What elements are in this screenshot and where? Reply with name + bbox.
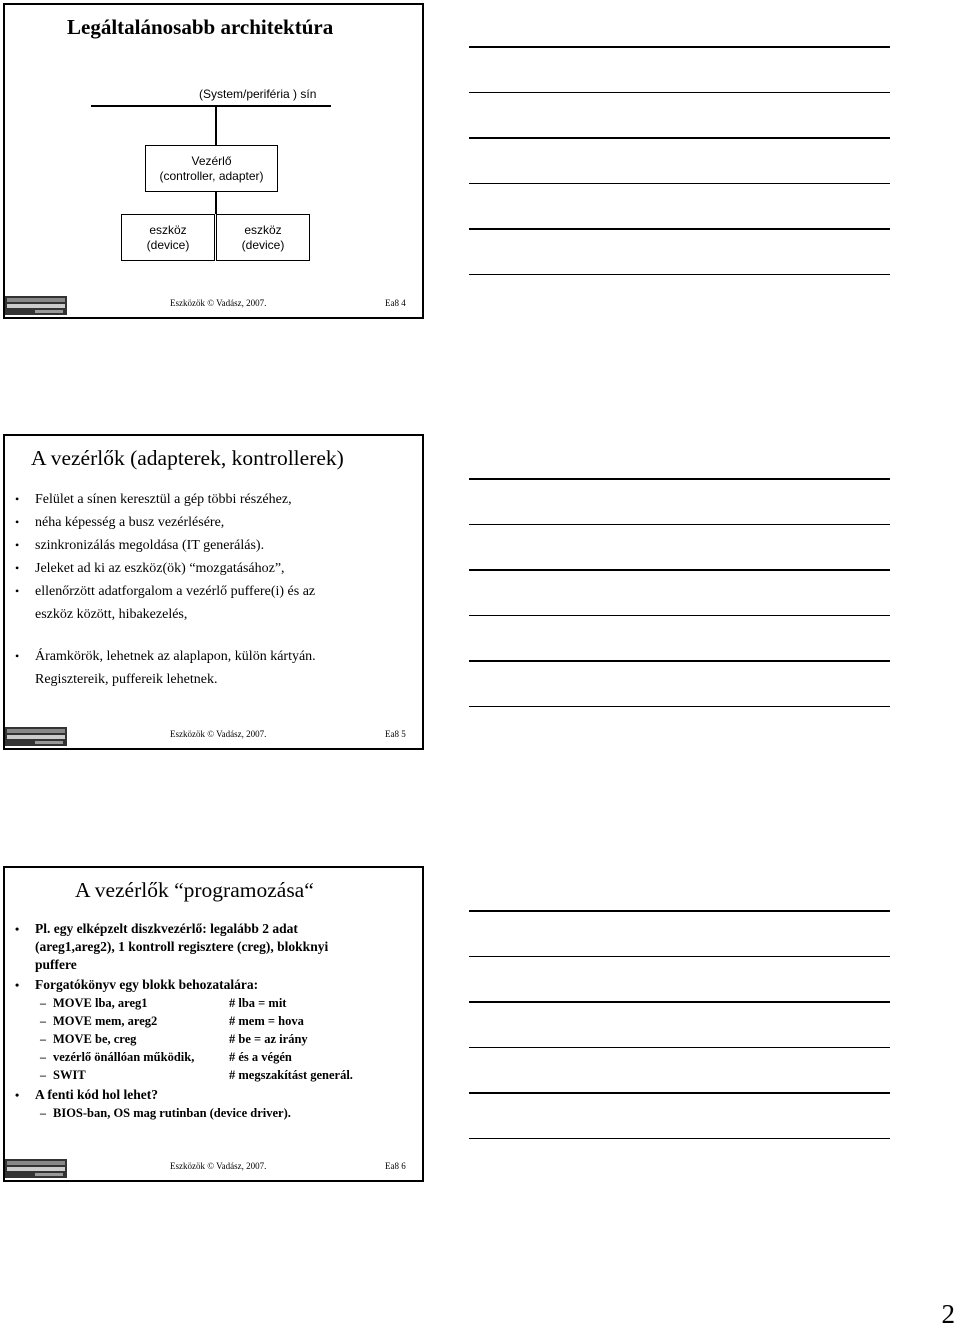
- slide-3-bullets: [5, 920, 353, 1122]
- code-line: – vezérlő önállóan működik, # és a végén: [5, 1048, 353, 1066]
- controller-line1: Vezérlő: [191, 153, 232, 168]
- device1-line2: (device): [146, 237, 190, 252]
- notes-lines-2: [469, 478, 890, 751]
- bus-label: (System/periféria ) sín: [199, 87, 317, 101]
- slide-2-footer: [5, 727, 422, 747]
- page-number: 2: [941, 1299, 955, 1329]
- slide-3: [3, 866, 424, 1182]
- list-item: puffere: [35, 957, 77, 972]
- list-item: • A fenti kód hol lehet?: [5, 1086, 353, 1104]
- list-item: (areg1,areg2), 1 kontroll regisztere (creg), blokknyi: [35, 939, 329, 954]
- slide-1: [3, 3, 424, 319]
- slide-number: Ea8 5: [385, 729, 406, 739]
- bus-line: [91, 105, 331, 107]
- slide-3-footer: [5, 1159, 422, 1179]
- device-connector: [215, 192, 217, 214]
- list-item: • Pl. egy elképzelt diszkvezérlő: legalább 2 adat: [5, 920, 353, 938]
- controller-line2: (controller, adapter): [159, 168, 264, 183]
- slide-1-footer: [5, 296, 422, 316]
- list-item: • Jeleket ad ki az eszköz(ök) “mozgatásához”,: [5, 557, 316, 580]
- code-line: – MOVE be, creg # be = az irány: [5, 1030, 353, 1048]
- code-line: – MOVE mem, areg2 # mem = hova: [5, 1012, 353, 1030]
- bus-connector: [215, 105, 217, 145]
- code-line: – MOVE lba, areg1 # lba = mit: [5, 994, 353, 1012]
- device1-line1: eszköz: [149, 222, 187, 237]
- list-item: • Forgatókönyv egy blokk behozatalára:: [5, 976, 353, 994]
- footer-text: Eszközök © Vadász, 2007.: [170, 298, 267, 308]
- slide-number: Ea8 4: [385, 298, 406, 308]
- device2-line1: eszköz: [244, 222, 282, 237]
- list-item: • néha képesség a busz vezérlésére,: [5, 511, 316, 534]
- slide-2: [3, 434, 424, 750]
- list-item: • Felület a sínen keresztül a gép többi részéhez,: [5, 488, 316, 511]
- list-item: Regisztereik, puffereik lehetnek.: [35, 672, 218, 687]
- department-logo-icon: [5, 296, 67, 315]
- department-logo-icon: [5, 1159, 67, 1178]
- controller-box: [145, 145, 278, 192]
- footer-text: Eszközök © Vadász, 2007.: [170, 729, 267, 739]
- slide-2-bullets: [5, 488, 316, 691]
- slide-3-title: A vezérlők “programozása“: [75, 878, 314, 902]
- footer-text: Eszközök © Vadász, 2007.: [170, 1161, 267, 1171]
- device-box-1: [121, 214, 215, 261]
- notes-lines-3: [469, 910, 890, 1183]
- list-item: eszköz között, hibakezelés,: [35, 607, 188, 622]
- slide-1-title: Legáltalánosabb architektúra: [67, 15, 334, 39]
- list-item: • szinkronizálás megoldása (IT generálás).: [5, 534, 316, 557]
- department-logo-icon: [5, 727, 67, 746]
- list-item: • Áramkörök, lehetnek az alaplapon, külön kártyán.: [5, 645, 316, 668]
- list-item: • ellenőrzött adatforgalom a vezérlő puffere(i) és az: [5, 580, 316, 603]
- slide-number: Ea8 6: [385, 1161, 406, 1171]
- list-subitem: – BIOS-ban, OS mag rutinban (device driver).: [5, 1104, 353, 1122]
- slide-2-title: A vezérlők (adapterek, kontrollerek): [31, 446, 344, 470]
- notes-lines-1: [469, 46, 890, 319]
- device-box-2: [216, 214, 310, 261]
- device2-line2: (device): [241, 237, 285, 252]
- code-line: – SWIT # megszakítást generál.: [5, 1066, 353, 1084]
